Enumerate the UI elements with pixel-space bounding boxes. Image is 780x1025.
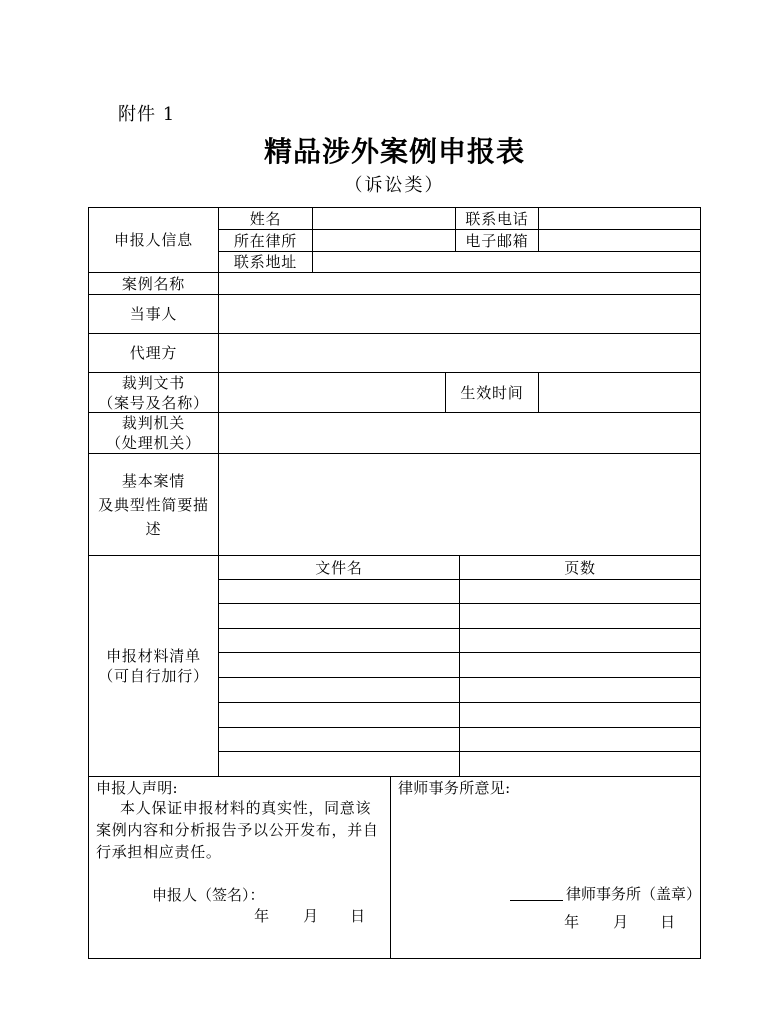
material-page-count-field[interactable] [459,652,701,678]
agent-field[interactable] [218,333,701,373]
material-file-name-field[interactable] [218,603,460,629]
case-name-field[interactable] [218,272,701,295]
material-page-count-field[interactable] [459,727,701,752]
name-label-cell [218,207,313,230]
email-label: 电子邮箱 [465,231,529,250]
phone-label: 联系电话 [465,209,529,228]
name-label: 姓名 [249,209,282,228]
agent-label-cell [88,333,219,373]
material-file-name-field[interactable] [218,579,460,604]
opinion-date-day: 日 [660,913,676,931]
effective-date-field[interactable] [538,372,701,413]
adjudicating-authority-sublabel: （处理机关） [106,434,201,452]
material-page-count-field[interactable] [459,628,701,653]
material-file-name-field[interactable] [218,702,460,728]
declaration-text-line-3: 行承担相应责任。 [96,843,222,861]
parties-label: 当事人 [129,305,178,323]
law-firm-seal-label: 律师事务所（盖章） [566,885,702,903]
parties-field[interactable] [218,294,701,334]
adjudicating-authority-field[interactable] [218,412,701,454]
material-file-name-field[interactable] [218,652,460,678]
opinion-date-month: 月 [613,913,629,931]
law-firm-label-cell [218,229,313,252]
application-form-table [88,207,701,959]
effective-date-label: 生效时间 [460,383,524,402]
law-firm-opinion-heading: 律师事务所意见: [398,779,511,797]
adjudicating-authority-label-cell [88,412,219,454]
judgment-document-field[interactable] [218,372,446,413]
opinion-date-year: 年 [564,913,580,931]
case-name-label-cell [88,272,219,295]
case-name-label: 案例名称 [121,274,186,293]
declaration-text-line-2: 案例内容和分析报告予以公开发布，并自 [96,821,379,839]
judgment-document-sublabel: （案号及名称） [98,393,209,412]
address-field[interactable] [312,251,701,273]
applicant-info-label-cell [88,207,219,273]
phone-label-cell [455,207,539,230]
material-file-name-field[interactable] [218,628,460,653]
name-field[interactable] [312,207,456,230]
material-page-count-field[interactable] [459,603,701,629]
page-count-column-header [459,555,701,580]
parties-label-cell [88,294,219,334]
material-file-name-field[interactable] [218,727,460,752]
judgment-document-label-cell [88,372,219,413]
adjudicating-authority-label: 裁判机关 [121,414,186,432]
materials-list-label-cell [88,555,219,777]
address-label-cell [218,251,313,273]
email-label-cell [455,229,539,252]
material-page-count-field[interactable] [459,579,701,604]
file-name-column-header [218,555,460,580]
materials-list-sublabel: （可自行加行） [98,667,209,685]
law-firm-field[interactable] [312,229,456,252]
law-firm-name-blank-line [510,900,563,901]
law-firm-label: 所在律所 [233,231,298,250]
declaration-heading: 申报人声明: [96,779,178,797]
case-summary-label-cell [88,453,219,556]
applicant-declaration-cell[interactable] [88,776,391,959]
agent-label: 代理方 [129,344,178,362]
phone-field[interactable] [538,207,701,230]
law-firm-opinion-cell[interactable] [390,776,701,959]
address-label: 联系地址 [233,253,298,271]
declaration-text-line-1: 本人保证申报材料的真实性，同意该 [120,799,372,817]
applicant-info-label: 申报人信息 [113,231,193,249]
file-name-header-label: 文件名 [315,558,363,577]
case-summary-field[interactable] [218,453,701,556]
page-count-header-label: 页数 [564,558,596,577]
effective-date-label-cell [445,372,539,413]
attachment-label: 附件 1 [118,104,176,125]
declaration-date-day: 日 [350,907,366,925]
material-page-count-field[interactable] [459,751,701,777]
declaration-date-year: 年 [254,907,270,925]
case-summary-label-line-2: 及典型性简要描 [98,495,209,514]
material-page-count-field[interactable] [459,677,701,703]
judgment-document-label: 裁判文书 [121,373,186,392]
material-page-count-field[interactable] [459,702,701,728]
applicant-signature-label: 申报人（签名）： [152,886,265,904]
form-title: 精品涉外案例申报表 [263,135,525,168]
case-summary-label-line-1: 基本案情 [121,471,186,490]
email-field[interactable] [538,229,701,252]
case-summary-label-line-3: 述 [145,519,162,538]
materials-list-label: 申报材料清单 [106,647,201,665]
declaration-date-month: 月 [303,907,319,925]
material-file-name-field[interactable] [218,677,460,703]
form-subtitle: （诉讼类） [344,175,445,196]
material-file-name-field[interactable] [218,751,460,777]
